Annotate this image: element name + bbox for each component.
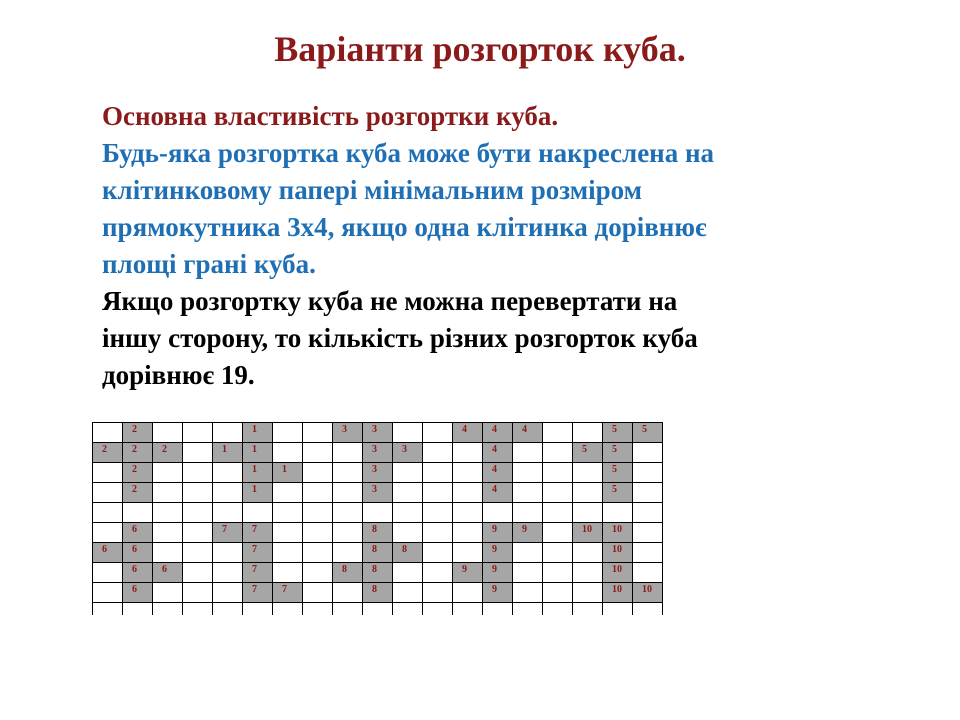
empty-cell (333, 503, 363, 523)
empty-cell (423, 483, 453, 503)
empty-cell (423, 543, 453, 563)
empty-cell (633, 603, 663, 615)
empty-cell (393, 483, 423, 503)
empty-cell (513, 583, 543, 603)
empty-cell (273, 543, 303, 563)
net-cell: 3 (393, 443, 423, 463)
empty-cell (213, 483, 243, 503)
empty-cell (213, 563, 243, 583)
empty-cell (453, 503, 483, 523)
net-cell: 7 (243, 523, 273, 543)
net-cell: 2 (93, 443, 123, 463)
empty-cell (303, 443, 333, 463)
empty-cell (483, 503, 513, 523)
empty-cell (543, 483, 573, 503)
net-cell: 7 (213, 523, 243, 543)
net-cell: 9 (513, 523, 543, 543)
empty-cell (273, 483, 303, 503)
empty-cell (423, 563, 453, 583)
net-cell: 9 (483, 563, 513, 583)
empty-cell (543, 583, 573, 603)
empty-cell (573, 423, 603, 443)
empty-cell (213, 583, 243, 603)
empty-cell (183, 463, 213, 483)
empty-cell (393, 563, 423, 583)
empty-cell (423, 443, 453, 463)
grid-row (93, 463, 663, 483)
empty-cell (633, 443, 663, 463)
empty-cell (423, 463, 453, 483)
empty-cell (453, 523, 483, 543)
grid-row (93, 603, 663, 615)
net-cell: 4 (513, 423, 543, 443)
empty-cell (93, 523, 123, 543)
net-cell: 1 (243, 443, 273, 463)
empty-cell (153, 523, 183, 543)
empty-cell (123, 603, 153, 615)
net-cell: 5 (573, 443, 603, 463)
net-cell: 8 (363, 563, 393, 583)
net-cell: 6 (93, 543, 123, 563)
empty-cell (393, 583, 423, 603)
net-cell: 5 (603, 423, 633, 443)
empty-cell (363, 503, 393, 523)
empty-cell (423, 503, 453, 523)
net-cell: 4 (453, 423, 483, 443)
empty-cell (423, 583, 453, 603)
empty-cell (333, 483, 363, 503)
grid-row (93, 423, 663, 443)
empty-cell (543, 563, 573, 583)
empty-cell (543, 603, 573, 615)
empty-cell (543, 503, 573, 523)
empty-cell (273, 603, 303, 615)
grid-row (93, 543, 663, 563)
empty-cell (513, 563, 543, 583)
net-cell: 6 (123, 543, 153, 563)
empty-cell (273, 563, 303, 583)
net-cell: 6 (123, 583, 153, 603)
net-cell: 4 (483, 423, 513, 443)
empty-cell (453, 583, 483, 603)
empty-cell (543, 443, 573, 463)
empty-cell (93, 583, 123, 603)
net-cell: 7 (243, 563, 273, 583)
property-line: площі грані куба. (102, 249, 316, 279)
net-cell: 7 (273, 583, 303, 603)
empty-cell (513, 443, 543, 463)
net-cell: 6 (123, 523, 153, 543)
empty-cell (513, 543, 543, 563)
empty-cell (513, 603, 543, 615)
net-cell: 3 (363, 443, 393, 463)
empty-cell (483, 603, 513, 615)
empty-cell (183, 483, 213, 503)
empty-cell (213, 463, 243, 483)
empty-cell (543, 423, 573, 443)
net-cell: 2 (153, 443, 183, 463)
property-heading: Основна властивість розгортки куба. (102, 101, 559, 131)
empty-cell (93, 563, 123, 583)
net-cell: 10 (603, 563, 633, 583)
net-cell: 1 (243, 483, 273, 503)
empty-cell (303, 463, 333, 483)
empty-cell (93, 463, 123, 483)
net-cell: 4 (483, 483, 513, 503)
net-cell: 3 (363, 483, 393, 503)
net-cell: 1 (213, 443, 243, 463)
net-cell: 10 (573, 523, 603, 543)
text-block (102, 98, 892, 394)
empty-cell (213, 543, 243, 563)
empty-cell (573, 603, 603, 615)
empty-cell (93, 603, 123, 615)
empty-cell (213, 503, 243, 523)
fact-line: дорівнює 19. (102, 360, 255, 390)
net-cell: 8 (363, 543, 393, 563)
empty-cell (543, 463, 573, 483)
grid-row (93, 563, 663, 583)
empty-cell (333, 443, 363, 463)
empty-cell (393, 523, 423, 543)
empty-cell (543, 523, 573, 543)
empty-cell (603, 503, 633, 523)
net-cell: 6 (123, 563, 153, 583)
grid-row (93, 443, 663, 463)
empty-cell (213, 603, 243, 615)
empty-cell (333, 543, 363, 563)
empty-cell (453, 463, 483, 483)
empty-cell (573, 543, 603, 563)
empty-cell (633, 463, 663, 483)
empty-cell (93, 483, 123, 503)
empty-cell (423, 423, 453, 443)
empty-cell (273, 523, 303, 543)
empty-cell (303, 563, 333, 583)
net-cell: 9 (483, 583, 513, 603)
empty-cell (213, 423, 243, 443)
net-cell: 10 (633, 583, 663, 603)
net-cell: 9 (483, 543, 513, 563)
empty-cell (303, 423, 333, 443)
empty-cell (573, 463, 603, 483)
empty-cell (183, 603, 213, 615)
property-line: Будь-яка розгортка куба може бути накреслена на (102, 138, 715, 168)
empty-cell (153, 543, 183, 563)
empty-cell (183, 503, 213, 523)
empty-cell (333, 463, 363, 483)
net-cell: 7 (243, 583, 273, 603)
empty-cell (303, 583, 333, 603)
grid-row (93, 483, 663, 503)
empty-cell (183, 423, 213, 443)
empty-cell (513, 483, 543, 503)
grid-row (93, 523, 663, 543)
net-cell: 5 (603, 463, 633, 483)
empty-cell (453, 603, 483, 615)
empty-cell (153, 583, 183, 603)
net-cell: 1 (273, 463, 303, 483)
empty-cell (333, 583, 363, 603)
empty-cell (633, 503, 663, 523)
net-cell: 10 (603, 583, 633, 603)
net-cell: 2 (123, 463, 153, 483)
empty-cell (303, 523, 333, 543)
empty-cell (543, 543, 573, 563)
empty-cell (393, 463, 423, 483)
net-cell: 3 (363, 463, 393, 483)
net-cell: 2 (123, 443, 153, 463)
net-cell: 4 (483, 463, 513, 483)
empty-cell (303, 603, 333, 615)
empty-cell (243, 503, 273, 523)
cube-nets-grid (92, 422, 663, 615)
property-line: прямокутника 3х4, якщо одна клітинка дорівнює (102, 212, 707, 242)
empty-cell (393, 603, 423, 615)
property-line: клітинковому папері мінімальним розміром (102, 175, 642, 205)
net-cell: 8 (393, 543, 423, 563)
empty-cell (273, 503, 303, 523)
empty-cell (183, 523, 213, 543)
net-cell: 5 (603, 483, 633, 503)
net-cell: 10 (603, 543, 633, 563)
empty-cell (633, 563, 663, 583)
net-cell: 9 (483, 523, 513, 543)
empty-cell (603, 603, 633, 615)
empty-cell (393, 423, 423, 443)
empty-cell (153, 503, 183, 523)
net-cell: 2 (123, 483, 153, 503)
net-cell: 7 (243, 543, 273, 563)
net-cell: 8 (363, 523, 393, 543)
empty-cell (273, 443, 303, 463)
empty-cell (453, 443, 483, 463)
empty-cell (573, 503, 603, 523)
net-cell: 10 (603, 523, 633, 543)
empty-cell (303, 543, 333, 563)
empty-cell (123, 503, 153, 523)
empty-cell (573, 483, 603, 503)
net-cell: 2 (123, 423, 153, 443)
grid-row (93, 583, 663, 603)
empty-cell (183, 583, 213, 603)
empty-cell (183, 543, 213, 563)
net-cell: 4 (483, 443, 513, 463)
net-cell: 5 (633, 423, 663, 443)
net-cell: 8 (333, 563, 363, 583)
empty-cell (633, 483, 663, 503)
empty-cell (333, 523, 363, 543)
net-cell: 9 (453, 563, 483, 583)
net-cell: 1 (243, 463, 273, 483)
empty-cell (153, 603, 183, 615)
grid-row (93, 503, 663, 523)
empty-cell (423, 603, 453, 615)
empty-cell (633, 523, 663, 543)
fact-line: іншу сторону, то кількість різних розгорток куба (102, 323, 698, 353)
net-cell: 3 (363, 423, 393, 443)
net-cell: 5 (603, 443, 633, 463)
empty-cell (183, 443, 213, 463)
empty-cell (513, 503, 543, 523)
net-cell: 6 (153, 563, 183, 583)
empty-cell (273, 423, 303, 443)
empty-cell (453, 483, 483, 503)
grid-body (93, 423, 663, 615)
empty-cell (153, 423, 183, 443)
empty-cell (93, 503, 123, 523)
empty-cell (333, 603, 363, 615)
empty-cell (153, 483, 183, 503)
empty-cell (183, 563, 213, 583)
empty-cell (573, 563, 603, 583)
net-cell: 8 (363, 583, 393, 603)
empty-cell (243, 603, 273, 615)
empty-cell (93, 423, 123, 443)
empty-cell (453, 543, 483, 563)
empty-cell (573, 583, 603, 603)
empty-cell (363, 603, 393, 615)
net-cell: 3 (333, 423, 363, 443)
empty-cell (423, 523, 453, 543)
empty-cell (303, 503, 333, 523)
empty-cell (633, 543, 663, 563)
net-cell: 1 (243, 423, 273, 443)
empty-cell (153, 463, 183, 483)
fact-line: Якщо розгортку куба не можна перевертати на (102, 286, 678, 316)
slide-title: Варіанти розгорток куба. (274, 29, 686, 69)
empty-cell (303, 483, 333, 503)
empty-cell (393, 503, 423, 523)
empty-cell (513, 463, 543, 483)
